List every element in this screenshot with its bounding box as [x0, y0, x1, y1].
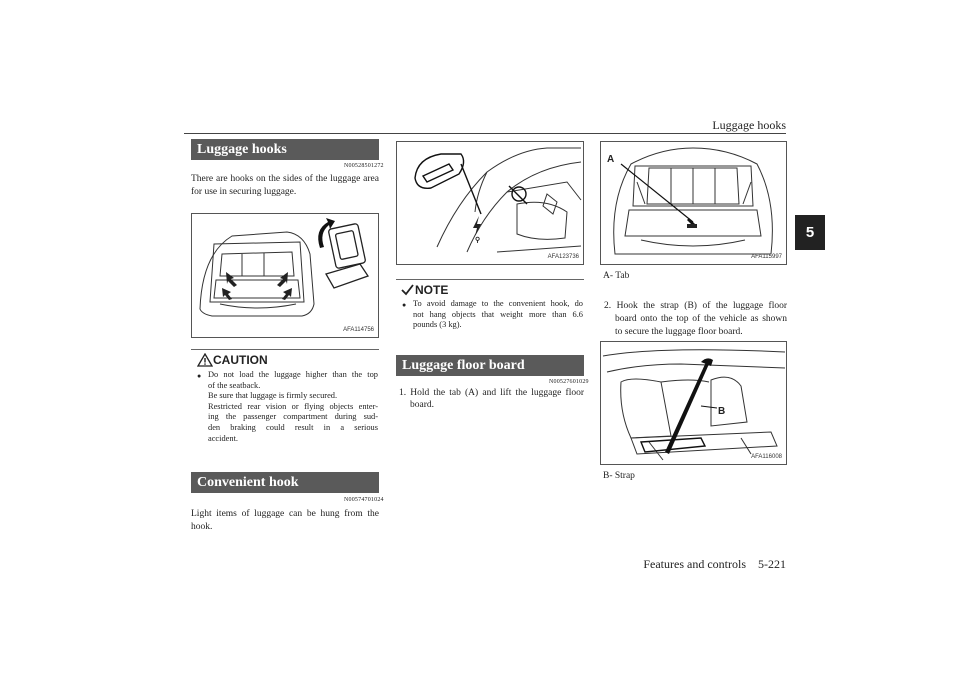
step2-line2: board onto the top of the vehicle as shown	[615, 314, 787, 324]
figure-floor-board-tab	[600, 141, 787, 265]
caution-line: Be sure that luggage is firmly secured.	[208, 391, 338, 401]
caution-text	[208, 370, 378, 444]
caution-line: Restricted rear vision or flying objects enter-	[208, 401, 378, 411]
figure-floor-board-strap-drawing	[601, 342, 786, 464]
figure-code: AFA115997	[751, 254, 782, 260]
legend-a: A- Tab	[603, 271, 630, 281]
caution-top-rule	[191, 349, 379, 350]
chapter-tab: 5	[795, 215, 825, 250]
caution-line: ing the passenger compartment during sud-	[208, 412, 378, 422]
page-footer: Features and controls 5-221	[643, 557, 786, 571]
section-heading-luggage-hooks: Luggage hooks	[191, 139, 379, 160]
figure-floor-board-strap	[600, 341, 787, 465]
luggage-hooks-body: There are hooks on the sides of the luggage area for use in securing luggage.	[191, 174, 379, 197]
warning-triangle-icon	[197, 353, 213, 367]
section-code: N00528501272	[344, 163, 384, 169]
figure-luggage-hooks-drawing	[192, 214, 378, 337]
bullet-icon: ●	[197, 372, 202, 380]
bullet-icon: ●	[402, 301, 407, 309]
note-line: pounds (3 kg).	[413, 320, 462, 330]
section-code: N00574701024	[344, 497, 384, 503]
caution-line: accident.	[208, 433, 238, 443]
figure-luggage-hooks	[191, 213, 379, 338]
figure-convenient-hook-drawing	[397, 142, 583, 264]
note-top-rule	[396, 279, 584, 280]
note-line: not hang objects that weight more than 6.6	[413, 309, 583, 319]
caution-line: of the seatback.	[208, 380, 261, 390]
figure-code: AFA116008	[751, 454, 782, 460]
figure-code: AFA114756	[343, 327, 374, 333]
step1-line2: board.	[410, 400, 435, 410]
step2-line1: 2. Hook the strap (B) of the luggage floor	[604, 301, 787, 311]
step1-line1: 1. Hold the tab (A) and lift the luggage floor	[399, 388, 584, 398]
section-code: N00527601029	[549, 379, 589, 385]
note-check-icon	[401, 283, 414, 296]
figure-callout-a: A	[607, 154, 615, 165]
caution-box	[191, 349, 379, 462]
step2-line3: to secure the luggage floor board.	[615, 327, 743, 337]
running-header: Luggage hooks	[712, 118, 786, 132]
note-line: To avoid damage to the convenient hook, do	[413, 299, 583, 308]
figure-code: AFA123736	[547, 254, 579, 260]
caution-line: den braking could result in a serious	[208, 422, 378, 432]
figure-floor-board-tab-drawing	[601, 142, 786, 264]
caution-line: Do not load the luggage higher than the top	[208, 370, 378, 379]
caution-label: CAUTION	[213, 353, 268, 367]
section-heading-convenient-hook: Convenient hook	[191, 472, 379, 493]
note-text	[413, 299, 583, 331]
convenient-hook-body: Light items of luggage can be hung from the hook.	[191, 509, 379, 532]
header-rule	[184, 133, 786, 134]
figure-convenient-hook	[396, 141, 584, 265]
section-heading-luggage-floor-board: Luggage floor board	[396, 355, 584, 376]
figure-hook-glyph: ⚲	[475, 237, 481, 244]
note-box	[396, 279, 584, 339]
note-label: NOTE	[415, 283, 449, 297]
figure-callout-b: B	[718, 406, 726, 417]
legend-b: B- Strap	[603, 471, 635, 481]
